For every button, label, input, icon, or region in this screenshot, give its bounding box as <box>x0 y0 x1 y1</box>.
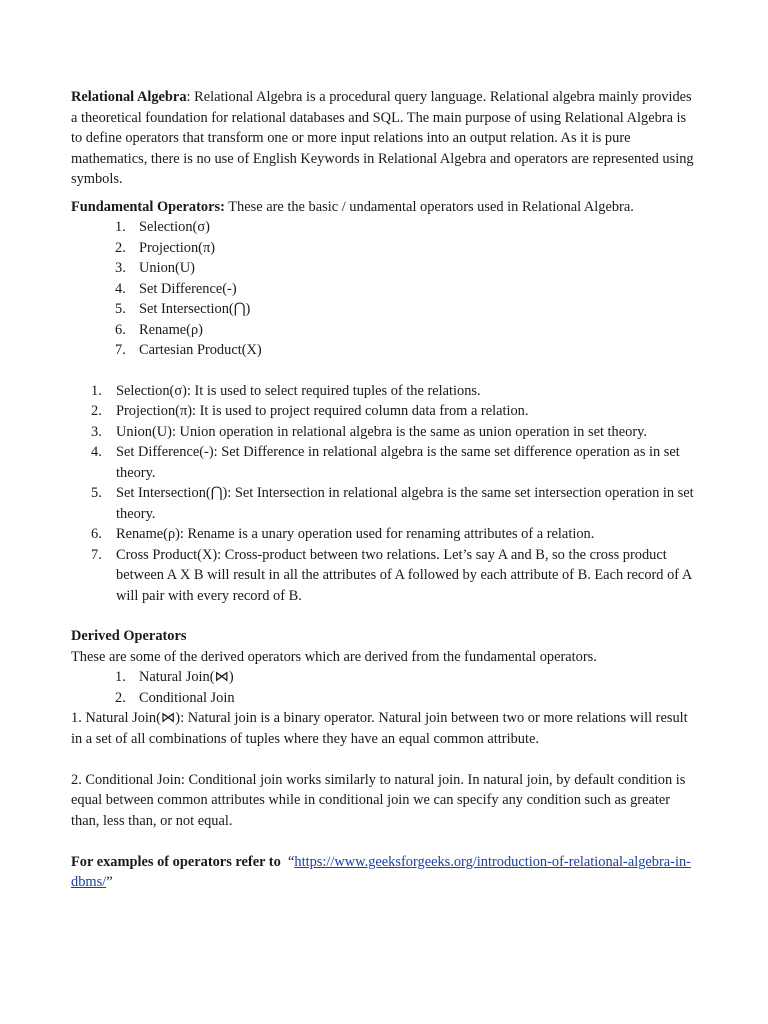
derived-heading-text: Derived Operators <box>71 628 187 644</box>
quote-close: ” <box>106 874 113 890</box>
list-item <box>71 217 700 238</box>
intro-paragraph <box>71 87 700 190</box>
fundamental-operators-paragraph <box>71 197 700 218</box>
list-label: Set Intersection(⋂) <box>139 301 251 317</box>
intro-text: : Relational Algebra is a procedural query language. Relational algebra mainly provides a theoretical foundation for relational databases and SQL. The main purpose of using Relational Algebra is to define operators that transform one or more input relations into an output relation. As it is pure mathematics, there is no use of English Keywords in Relational Algebra and operators are represented using symbols. <box>71 89 694 187</box>
list-item <box>71 320 700 341</box>
spacer <box>71 831 700 852</box>
list-item <box>71 238 700 259</box>
list-number: 1. <box>91 382 102 399</box>
list-number: 2. <box>115 239 126 256</box>
list-label: Conditional Join <box>139 689 235 706</box>
list-label: Set Difference(-) <box>139 280 237 297</box>
list-item <box>71 299 700 320</box>
list-label: Rename(ρ) <box>139 321 203 338</box>
list-text: Selection(σ): It is used to select required tuples of the relations. <box>116 382 481 399</box>
spacer <box>71 749 700 770</box>
list-label: Union(U) <box>139 260 195 276</box>
derived-heading <box>71 626 700 647</box>
list-number: 1. <box>115 219 126 235</box>
list-number: 4. <box>91 444 102 460</box>
list-number: 2. <box>91 403 102 419</box>
list-item <box>71 524 700 545</box>
list-number: 3. <box>91 423 102 440</box>
derived-text: These are some of the derived operators which are derived from the fundamental operators. <box>71 648 597 665</box>
list-number: 7. <box>115 342 126 358</box>
list-text: Set Difference(-): Set Difference in relational algebra is the same set difference operation as in set theory. <box>116 444 680 481</box>
list-number: 6. <box>115 321 126 338</box>
list-text: Rename(ρ): Rename is a unary operation used for renaming attributes of a relation. <box>116 526 595 542</box>
list-label: Selection(σ) <box>139 219 210 235</box>
list-item <box>71 401 700 422</box>
footer-label: For examples of operators refer to <box>71 853 281 870</box>
list-number: 5. <box>115 301 126 317</box>
list-item <box>71 381 700 402</box>
list-item <box>71 258 700 279</box>
footer-paragraph <box>71 852 700 893</box>
fundamental-heading: Fundamental Operators: <box>71 198 225 215</box>
list-number: 3. <box>115 260 126 276</box>
list-text: Cross Product(X): Cross-product between two relations. Let’s say A and B, so the cross product between A X B will result in all the attributes of A followed by each attribute of B. Each record of A will pair with every record of B. <box>116 546 692 604</box>
fundamental-operators-list <box>71 217 700 361</box>
list-item <box>71 340 700 361</box>
list-item <box>71 688 700 709</box>
operator-descriptions-list <box>71 381 700 607</box>
list-number: 4. <box>115 280 126 297</box>
list-item <box>71 483 700 524</box>
intro-term: Relational Algebra <box>71 89 187 105</box>
list-item <box>71 279 700 300</box>
list-item <box>71 545 700 607</box>
list-label: Projection(π) <box>139 239 216 256</box>
list-item <box>71 442 700 483</box>
derived-operators-list <box>71 667 700 708</box>
reference-link[interactable]: https://www.geeksforgeeks.org/introduction-of-relational-algebra-in-dbms/ <box>71 853 691 890</box>
list-item <box>71 667 700 688</box>
list-label: Cartesian Product(X) <box>139 342 262 358</box>
list-text: Set Intersection(⋂): Set Intersection in relational algebra is the same set intersection operation in set theory. <box>116 485 694 522</box>
list-number: 6. <box>91 526 102 542</box>
list-item <box>71 422 700 443</box>
fundamental-text: These are the basic / undamental operators used in Relational Algebra. <box>224 198 634 215</box>
quote-open: “ <box>280 853 295 870</box>
list-number: 5. <box>91 485 102 501</box>
natural-join-paragraph: 1. Natural Join(⋈): Natural join is a binary operator. Natural join between two or more relations will result in a set of all combinations of tuples where they have an equal common attribute. <box>71 710 688 747</box>
list-number: 1. <box>115 669 126 685</box>
list-number: 2. <box>115 689 126 706</box>
conditional-join-paragraph: 2. Conditional Join: Conditional join works similarly to natural join. In natural join, by default condition is equal between common attributes while in conditional join we can specify any condition such as greater than, less than, or not equal. <box>71 771 686 829</box>
list-number: 7. <box>91 546 102 563</box>
list-text: Union(U): Union operation in relational algebra is the same as union operation in set theory. <box>116 423 647 440</box>
list-text: Projection(π): It is used to project required column data from a relation. <box>116 403 529 419</box>
list-label: Natural Join(⋈) <box>139 669 234 685</box>
